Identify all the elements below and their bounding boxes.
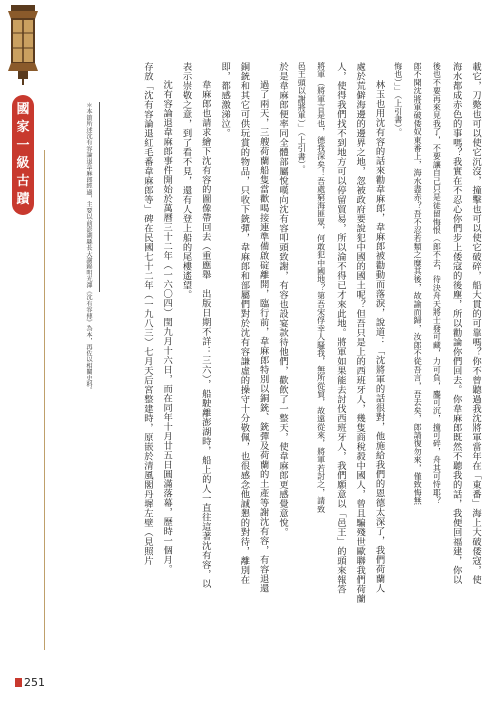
text-column: 悔也）」」（上引書）。 (393, 62, 403, 137)
sidebar (0, 0, 46, 704)
text-column: 後也不要再來見我了，不要讓自己只是徒留悔恨（郎不去，待決舟天將士發可藏，力可負，鏖可沉，撞可碎，舟其可恃耶？ (432, 62, 442, 505)
footnote: ＊本節所述沈有容論退韋麻郎經過，主要以前澎湖縣長大謝錦明光澤《沈有容傳》為本，再佐以相關史料。 (85, 102, 92, 394)
text-column: 存放「沈有容論退紅毛番韋麻郎等」碑在民國七十二年（一九八三）七月天后宮整建時，原嵌於清風閣丹墀左壁（見照片 (141, 62, 153, 566)
section-title-badge (12, 95, 34, 215)
lantern-ornament-icon (6, 5, 40, 85)
sidebar-separator (44, 150, 45, 650)
title-char: 級 (16, 156, 30, 171)
title-char: 家 (16, 120, 30, 135)
text-column: 韋麻郎也請求繪下沈有容的圖像帶回去（重應舉 出版日期不詳：三六），船駛離澎湖時，船上的人一直往這著沈有容，以 (199, 80, 211, 589)
text-column: 邑王頭以謝將軍）」（上引書）。 (297, 62, 307, 173)
text-column: 林玉也用沈有容的話來勸韋麻郎，韋麻郎被勸動而落淚，說道：「沈將軍的話很對，他施給我們的恩德太深了，我們荷蘭人 (373, 80, 385, 593)
text-column: 處於荒僻海邊的邊界之地，忽被政府要說犯中國的國土呢？但吾只是上的西班牙人，幾隻商稅殺中國人，曾且騙殘世歐聯我們荷蘭 (354, 62, 366, 604)
text-column: 載它，刀斃也可以使它沉沒，撞擊也可以使它破碎，船大貫的可靠嗎？你不曾聽過我沈將軍當年在「東番」海上大破倭寇，使 (470, 62, 481, 585)
title-char: 古 (16, 174, 30, 189)
text-column: 銅銃和其它可供玩賞的物品，只收下銃彈，韋麻郎和部屬們對於沈有容謙虛的操守十分敬佩，也很感念他誠懇的對待，離別在 (238, 62, 250, 585)
text-column: 將軍（將軍言是也，德我深矣！吾處窮海匪眾，何敢犯中國地？第吾宋俘幸人騷我，無所從貿，故遠從來，將軍若討之，請致 (316, 62, 326, 513)
page-number: 251 (24, 676, 45, 689)
text-column: 郎不聞沈將軍破倭奴東番上，海水盡赤？吾不忍若類之糜其後，故諭而歸，汝郎不從吾言，吾去矣，郎請復勿來，僅致悔無 (413, 62, 423, 505)
page-number-marker-icon (15, 678, 22, 687)
text-column: 即，都感激涕泣。 (219, 62, 231, 138)
title-char: 蹟 (16, 192, 30, 207)
text-column: 表示崇敬之意，到了看不見，還有人登上船的尾樓遙望。 (180, 62, 192, 300)
text-column: 於是韋麻郎便率同全體部屬悅嘆向沈有容叩頭致謝，有容也設宴款待他們，歡飲了一整天，使韋麻郎更感覺意悅。 (277, 62, 288, 537)
text-column: 人，使得我們找不到地方可以停留貿易，所以淪不得已才來此地。將軍如果能去討伐西班牙人，我們願意以「邑王」的頭來報答 (334, 62, 346, 594)
text-column: 海水都成赤色的事嗎？我實在不忍心你們步上倭寇的後塵，所以勸論你們回去。你韋麻郎既然不聽我的話，我便回福建，你以 (450, 62, 462, 585)
title-char: 一 (16, 138, 30, 153)
text-column: 沈有容論退韋麻郎事件開始於萬曆三十二年（一六〇四）閏九月十六日，而在同年十月廿五日圓滿落幕，歷時一個月。 (161, 80, 173, 574)
footnote-rule (99, 102, 100, 292)
text-column: 過了兩天，三艘荷蘭船隻當歡喝接連準備啟碇離開，臨行前，韋麻郎特別以銅銃、銃彈及荷蘭的土產等謝沈有容，有容退還 (257, 80, 269, 593)
title-char: 國 (16, 102, 30, 117)
